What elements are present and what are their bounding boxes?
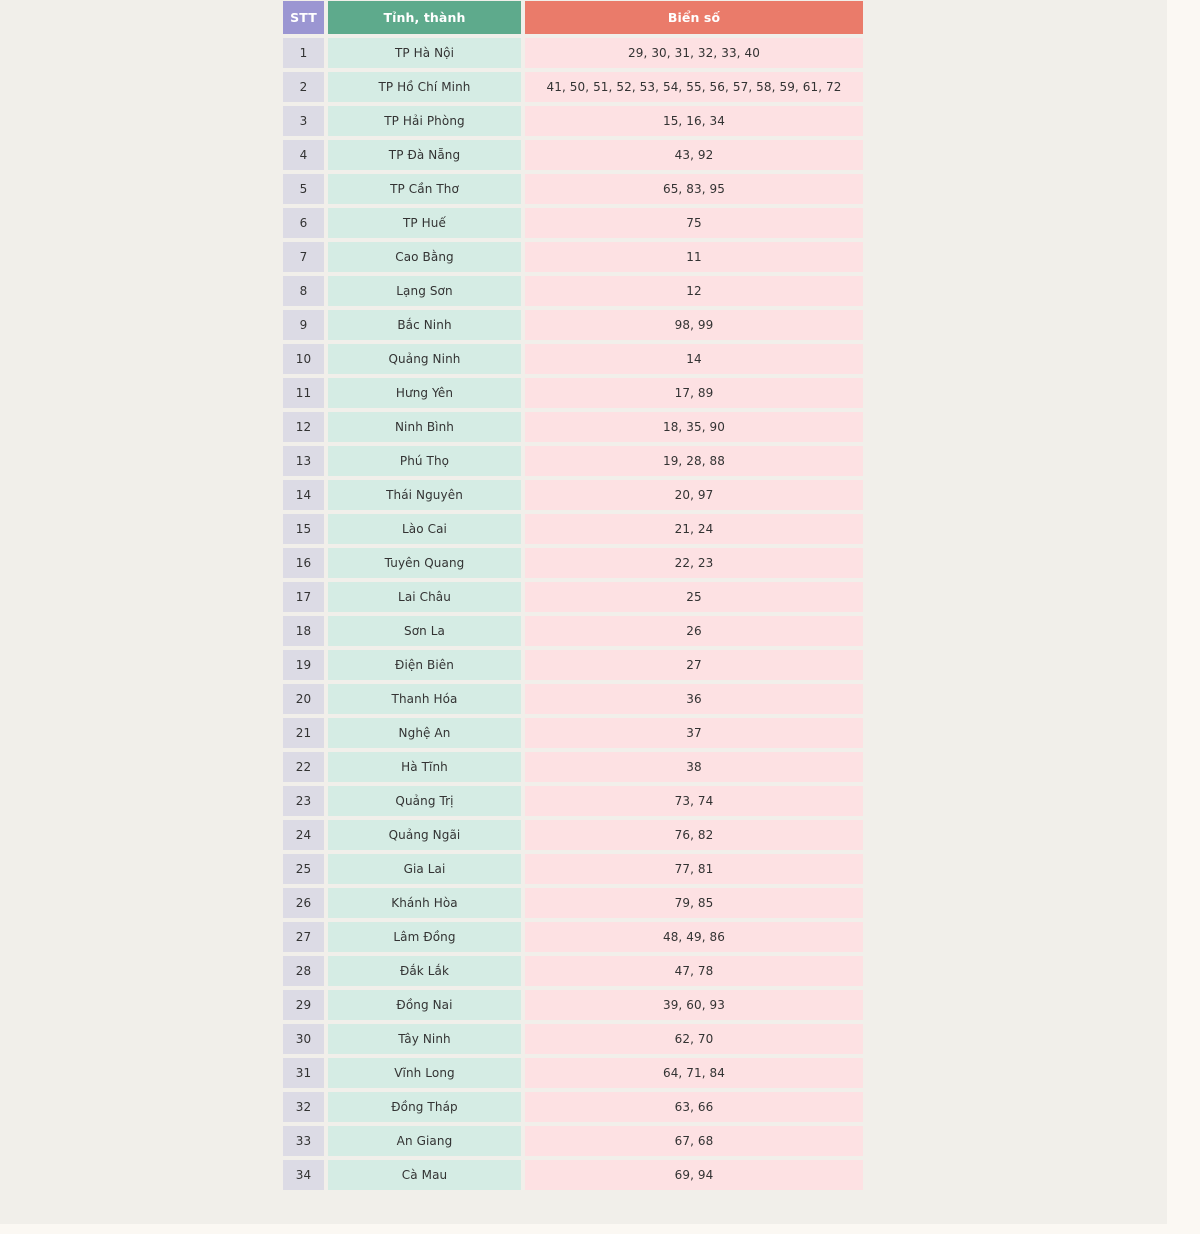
cell-plates: 37	[525, 718, 863, 748]
cell-plates: 43, 92	[525, 140, 863, 170]
table-row	[283, 616, 863, 646]
table-row	[283, 786, 863, 816]
cell-plates: 15, 16, 34	[525, 106, 863, 136]
table-row	[283, 242, 863, 272]
cell-plates: 36	[525, 684, 863, 714]
cell-province: Hà Tĩnh	[328, 752, 521, 782]
cell-province: TP Huế	[328, 208, 521, 238]
table-row	[283, 990, 863, 1020]
cell-plates: 47, 78	[525, 956, 863, 986]
cell-plates: 73, 74	[525, 786, 863, 816]
cell-province: Quảng Trị	[328, 786, 521, 816]
cell-province: Nghệ An	[328, 718, 521, 748]
cell-stt: 1	[283, 38, 324, 68]
cell-stt: 23	[283, 786, 324, 816]
cell-plates: 39, 60, 93	[525, 990, 863, 1020]
cell-plates: 63, 66	[525, 1092, 863, 1122]
table-row	[283, 1024, 863, 1054]
cell-province: TP Cần Thơ	[328, 174, 521, 204]
table-row	[283, 1126, 863, 1156]
cell-stt: 21	[283, 718, 324, 748]
cell-plates: 98, 99	[525, 310, 863, 340]
cell-stt: 7	[283, 242, 324, 272]
cell-plates: 62, 70	[525, 1024, 863, 1054]
cell-stt: 22	[283, 752, 324, 782]
cell-stt: 26	[283, 888, 324, 918]
license-plate-table	[283, 0, 863, 1194]
cell-plates: 25	[525, 582, 863, 612]
table-row	[283, 854, 863, 884]
table-row	[283, 344, 863, 374]
table-header	[283, 1, 863, 34]
cell-stt: 18	[283, 616, 324, 646]
cell-province: Lâm Đồng	[328, 922, 521, 952]
cell-province: Ninh Bình	[328, 412, 521, 442]
header-row	[283, 1, 863, 34]
cell-stt: 10	[283, 344, 324, 374]
table-row	[283, 582, 863, 612]
table-row	[283, 1092, 863, 1122]
cell-stt: 25	[283, 854, 324, 884]
cell-province: Phú Thọ	[328, 446, 521, 476]
header-stt: STT	[283, 1, 324, 34]
table-row	[283, 38, 863, 68]
table-row	[283, 650, 863, 680]
cell-plates: 77, 81	[525, 854, 863, 884]
cell-province: Lạng Sơn	[328, 276, 521, 306]
cell-plates: 29, 30, 31, 32, 33, 40	[525, 38, 863, 68]
table-row	[283, 1058, 863, 1088]
cell-province: TP Hồ Chí Minh	[328, 72, 521, 102]
cell-province: TP Hải Phòng	[328, 106, 521, 136]
cell-plates: 18, 35, 90	[525, 412, 863, 442]
table-row	[283, 378, 863, 408]
cell-plates: 48, 49, 86	[525, 922, 863, 952]
cell-stt: 9	[283, 310, 324, 340]
cell-plates: 19, 28, 88	[525, 446, 863, 476]
cell-stt: 33	[283, 1126, 324, 1156]
cell-stt: 28	[283, 956, 324, 986]
cell-province: Tây Ninh	[328, 1024, 521, 1054]
header-plates: Biển số	[525, 1, 863, 34]
cell-province: Vĩnh Long	[328, 1058, 521, 1088]
table-row	[283, 922, 863, 952]
table-row	[283, 446, 863, 476]
cell-province: Đắk Lắk	[328, 956, 521, 986]
cell-province: Cà Mau	[328, 1160, 521, 1190]
cell-stt: 11	[283, 378, 324, 408]
cell-stt: 34	[283, 1160, 324, 1190]
cell-province: Cao Bằng	[328, 242, 521, 272]
cell-stt: 8	[283, 276, 324, 306]
cell-plates: 38	[525, 752, 863, 782]
table-row	[283, 548, 863, 578]
cell-plates: 27	[525, 650, 863, 680]
header-province: Tỉnh, thành	[328, 1, 521, 34]
cell-stt: 17	[283, 582, 324, 612]
cell-stt: 19	[283, 650, 324, 680]
table-body	[283, 38, 863, 1190]
cell-plates: 69, 94	[525, 1160, 863, 1190]
cell-stt: 15	[283, 514, 324, 544]
table-row	[283, 480, 863, 510]
cell-stt: 31	[283, 1058, 324, 1088]
cell-province: Thái Nguyên	[328, 480, 521, 510]
table-row	[283, 72, 863, 102]
cell-province: TP Đà Nẵng	[328, 140, 521, 170]
table-row	[283, 514, 863, 544]
table-row	[283, 718, 863, 748]
cell-plates: 76, 82	[525, 820, 863, 850]
table-row	[283, 888, 863, 918]
cell-stt: 2	[283, 72, 324, 102]
cell-stt: 4	[283, 140, 324, 170]
cell-province: Sơn La	[328, 616, 521, 646]
cell-plates: 22, 23	[525, 548, 863, 578]
cell-stt: 3	[283, 106, 324, 136]
cell-province: An Giang	[328, 1126, 521, 1156]
cell-province: Quảng Ninh	[328, 344, 521, 374]
cell-province: Hưng Yên	[328, 378, 521, 408]
cell-province: Khánh Hòa	[328, 888, 521, 918]
cell-plates: 20, 97	[525, 480, 863, 510]
cell-plates: 75	[525, 208, 863, 238]
cell-stt: 12	[283, 412, 324, 442]
cell-province: Đồng Tháp	[328, 1092, 521, 1122]
cell-plates: 11	[525, 242, 863, 272]
cell-province: Gia Lai	[328, 854, 521, 884]
table-row	[283, 412, 863, 442]
table-row	[283, 310, 863, 340]
cell-province: Lào Cai	[328, 514, 521, 544]
cell-plates: 64, 71, 84	[525, 1058, 863, 1088]
cell-province: Lai Châu	[328, 582, 521, 612]
cell-province: TP Hà Nội	[328, 38, 521, 68]
table-row	[283, 174, 863, 204]
table-row	[283, 1160, 863, 1190]
cell-plates: 12	[525, 276, 863, 306]
cell-province: Thanh Hóa	[328, 684, 521, 714]
table-row	[283, 140, 863, 170]
cell-stt: 16	[283, 548, 324, 578]
cell-stt: 30	[283, 1024, 324, 1054]
cell-stt: 14	[283, 480, 324, 510]
cell-plates: 65, 83, 95	[525, 174, 863, 204]
cell-plates: 67, 68	[525, 1126, 863, 1156]
cell-province: Tuyên Quang	[328, 548, 521, 578]
cell-stt: 5	[283, 174, 324, 204]
cell-stt: 20	[283, 684, 324, 714]
cell-province: Đồng Nai	[328, 990, 521, 1020]
cell-plates: 79, 85	[525, 888, 863, 918]
table-row	[283, 752, 863, 782]
table-row	[283, 208, 863, 238]
cell-stt: 29	[283, 990, 324, 1020]
cell-stt: 27	[283, 922, 324, 952]
table-row	[283, 106, 863, 136]
cell-province: Bắc Ninh	[328, 310, 521, 340]
cell-stt: 32	[283, 1092, 324, 1122]
cell-plates: 17, 89	[525, 378, 863, 408]
cell-stt: 24	[283, 820, 324, 850]
cell-plates: 21, 24	[525, 514, 863, 544]
cell-plates: 26	[525, 616, 863, 646]
table-row	[283, 956, 863, 986]
cell-stt: 13	[283, 446, 324, 476]
license-plate-table-container	[283, 0, 863, 1194]
table-row	[283, 684, 863, 714]
cell-province: Quảng Ngãi	[328, 820, 521, 850]
cell-province: Điện Biên	[328, 650, 521, 680]
table-row	[283, 276, 863, 306]
table-row	[283, 820, 863, 850]
cell-stt: 6	[283, 208, 324, 238]
cell-plates: 14	[525, 344, 863, 374]
cell-plates: 41, 50, 51, 52, 53, 54, 55, 56, 57, 58, 59, 61, 72	[525, 72, 863, 102]
